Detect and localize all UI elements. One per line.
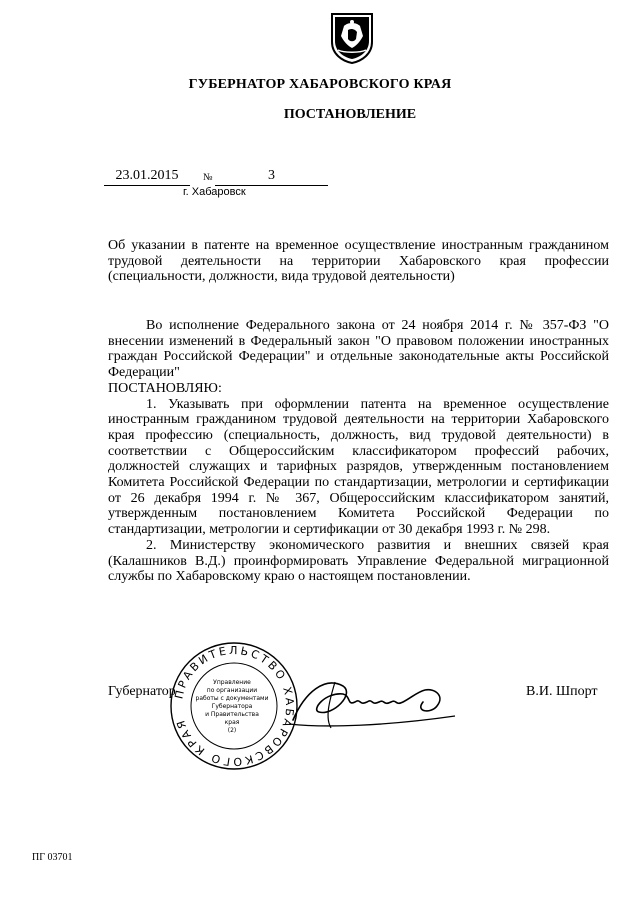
item-1-paragraph: 1. Указывать при оформлении патента на временное осуществление иностранным гражданином трудовой деятельности на территории Хабаровского края профессию (специальность, должность, вид трудовой деятельности) в соответствии с Общероссийским классификатором профессий рабочих, должностей служащих и тарифных разрядов, утвержденным постановлением Комитета Российской Федерации по стандартизации, метрологии и сертификации от 26 декабря 1994 г. № 367, Общероссийским классификатором занятий, утвержденным постановлением Комитета Российской Федерации по стандартизации, метрологии и сертификации от 30 декабря 1993 г. № 298. xyxy=(108,396,609,538)
signatory-position: Губернатор xyxy=(108,684,176,699)
coat-of-arms-icon xyxy=(330,12,374,64)
preamble-paragraph: Во исполнение Федерального закона от 24 ноября 2014 г. № 357-ФЗ "О внесении изменений в Федеральный закон "О правовом положении иностранных граждан Российской Федерации" и отдельные законодательные акты Российской Федерации" xyxy=(108,318,609,381)
item-2-paragraph: 2. Министерству экономического развития и внешних связей края (Калашников В.Д.) проинформировать Управление Федеральной миграционной службы по Хабаровскому краю о настоящем постановлении. xyxy=(108,537,609,585)
document-city: г. Хабаровск xyxy=(183,186,246,198)
document-date: 23.01.2015 xyxy=(104,167,190,186)
document-body xyxy=(108,318,609,585)
svg-text:по организации: по организации xyxy=(206,687,258,694)
svg-text:ПРАВИТЕЛЬСТВО ХАБАРОВСКОГО КРА: ПРАВИТЕЛЬСТВО ХАБАРОВСКОГО КРАЯ xyxy=(172,643,297,769)
svg-text:Губернатора: Губернатора xyxy=(211,703,253,710)
svg-text:Управление: Управление xyxy=(213,679,251,686)
official-stamp xyxy=(168,640,300,772)
svg-text:работы с документами: работы с документами xyxy=(195,695,269,702)
signatory-name: В.И. Шпорт xyxy=(526,684,598,699)
document-subject: Об указании в патенте на временное осуществление иностранным гражданином трудовой деятельности на территории Хабаровского края профессии (специальности, должности, вида трудовой деятельности) xyxy=(108,238,609,284)
footer-code: ПГ 03701 xyxy=(32,852,73,863)
document-type-heading: ПОСТАНОВЛЕНИЕ xyxy=(283,107,417,122)
document-number: 3 xyxy=(215,167,328,186)
svg-text:края: края xyxy=(224,719,240,726)
resolve-keyword: ПОСТАНОВЛЯЮ: xyxy=(108,380,222,396)
svg-text:и Правительства: и Правительства xyxy=(205,711,259,718)
svg-text:(2): (2) xyxy=(227,727,237,734)
number-sign: № xyxy=(203,172,213,183)
handwritten-signature xyxy=(285,672,460,732)
authority-heading: ГУБЕРНАТОР ХАБАРОВСКОГО КРАЯ xyxy=(188,77,452,92)
